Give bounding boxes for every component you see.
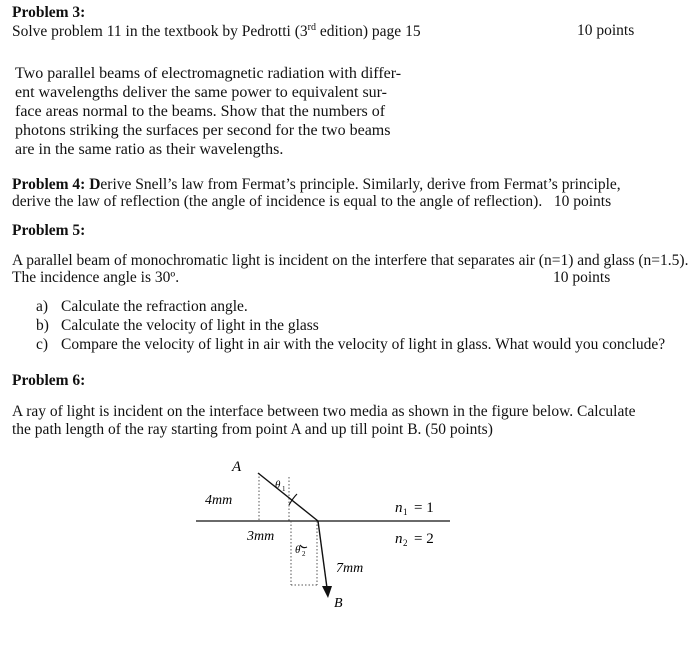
dimension-7mm-label: 7mm — [336, 561, 364, 576]
problem-4-text-1: erive Snell’s law from Fermat’s principle. Similarly, derive from Fermat’s principle, — [100, 176, 621, 193]
arrow-down-icon — [322, 586, 332, 598]
problem-6-line-1: A ray of light is incident on the interface between two media as shown in the figure below. Calculate — [12, 403, 636, 420]
list-item-label: b) — [36, 317, 49, 334]
problem-5-line-1: A parallel beam of monochromatic light is incident on the interfere that separates air (n=1) and glass (n=1.5). — [12, 252, 689, 269]
n1-subscript: 1 — [403, 507, 408, 517]
theta-2-subscript: 2 — [302, 550, 306, 558]
theta-1-symbol: θ — [275, 479, 281, 491]
problem-6-heading: Problem 6: — [12, 372, 86, 389]
list-item-label: c) — [36, 336, 49, 353]
problem-4-heading: Problem 4: — [12, 176, 86, 193]
problem-4-lead-letter: D — [89, 176, 101, 193]
n2-value: = 2 — [414, 531, 434, 547]
problem-5-heading: Problem 5: — [12, 222, 86, 239]
point-b-label: B — [334, 596, 343, 611]
problem-3-points: 10 points — [577, 22, 635, 39]
list-item-text: Compare the velocity of light in air with the velocity of light in glass. What would you conclude? — [61, 336, 666, 353]
problem-6-line-2: the path length of the ray starting from point A and up till point B. (50 points) — [12, 421, 493, 438]
theta-2-symbol: θ — [295, 544, 301, 556]
problem-3-instruction-end: edition) page 15 — [315, 23, 421, 41]
problem-4-text-2: derive the law of reflection (the angle of incidence is equal to the angle of reflection). — [12, 193, 543, 210]
n2-symbol: n — [395, 531, 403, 547]
problem-5-line-2: The incidence angle is 30º. — [12, 269, 180, 286]
problem-4-points: 10 points — [553, 193, 612, 210]
list-item-label: a) — [36, 298, 49, 315]
problem-3-body-line: ent wavelengths deliver the same power to equivalent sur- — [15, 84, 387, 101]
dimension-3mm-label: 3mm — [247, 529, 275, 544]
list-item-text: Calculate the velocity of light in the glass — [61, 317, 319, 334]
problem-3-heading: Problem 3: — [12, 4, 86, 21]
n1-symbol: n — [395, 500, 403, 516]
point-a-label: A — [232, 459, 242, 475]
problem-3-superscript: rd — [307, 22, 316, 33]
dimension-4mm-label: 4mm — [205, 493, 233, 508]
refracted-ray — [318, 521, 327, 588]
n1-value: = 1 — [414, 500, 434, 516]
theta-1-subscript: 1 — [282, 485, 286, 493]
incident-ray — [258, 473, 318, 521]
problem-3-instruction-text: Solve problem 11 in the textbook by Pedrotti (3 — [12, 23, 308, 41]
list-item-text: Calculate the refraction angle. — [61, 298, 248, 315]
problem-3-body-line: are in the same ratio as their wavelengths. — [15, 141, 284, 158]
theta-2-arc — [300, 545, 307, 548]
problem-3-body-line: Two parallel beams of electromagnetic radiation with differ- — [15, 65, 402, 82]
problem-3-body-line: photons striking the surfaces per second for the two beams — [15, 122, 391, 139]
problem-5-points: 10 points — [553, 269, 611, 286]
problem-3-body-line: face areas normal to the beams. Show that the numbers of — [15, 103, 386, 120]
n2-subscript: 2 — [403, 538, 408, 548]
